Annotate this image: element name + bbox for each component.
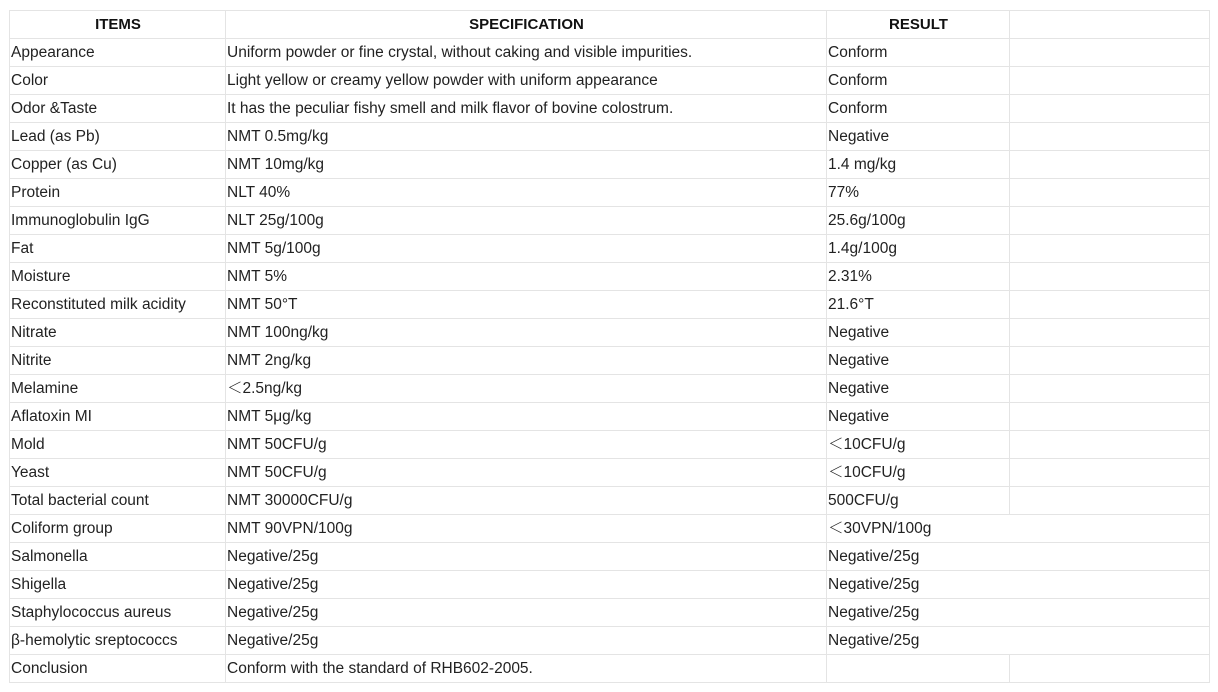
empty-cell [1010, 655, 1210, 683]
specification-cell: Negative/25g [226, 571, 827, 599]
item-cell: Coliform group [10, 515, 226, 543]
specification-cell: NMT 50°T [226, 291, 827, 319]
result-cell [827, 655, 1010, 683]
specification-cell: NMT 10mg/kg [226, 151, 827, 179]
result-cell: ＜10CFU/g [827, 459, 1010, 487]
result-cell: Negative [827, 375, 1010, 403]
empty-cell [1010, 207, 1210, 235]
item-cell: Moisture [10, 263, 226, 291]
empty-cell [1010, 347, 1210, 375]
item-cell: Nitrite [10, 347, 226, 375]
specification-cell: It has the peculiar fishy smell and milk flavor of bovine colostrum. [226, 95, 827, 123]
item-cell: Salmonella [10, 543, 226, 571]
specification-cell: NMT 5% [226, 263, 827, 291]
table-body [10, 39, 1210, 683]
empty-cell [1010, 151, 1210, 179]
empty-cell [1010, 179, 1210, 207]
result-cell: Negative/25g [827, 543, 1210, 571]
table-row [10, 375, 1210, 403]
empty-cell [1010, 95, 1210, 123]
result-cell: 2.31% [827, 263, 1010, 291]
item-cell: Total bacterial count [10, 487, 226, 515]
item-cell: Staphylococcus aureus [10, 599, 226, 627]
empty-cell [1010, 487, 1210, 515]
header-specification: SPECIFICATION [226, 11, 827, 39]
specification-cell: Uniform powder or fine crystal, without caking and visible impurities. [226, 39, 827, 67]
specification-cell: Light yellow or creamy yellow powder with uniform appearance [226, 67, 827, 95]
result-cell: Negative [827, 123, 1010, 151]
item-cell: Reconstituted milk acidity [10, 291, 226, 319]
table-row [10, 627, 1210, 655]
result-cell: Conform [827, 95, 1010, 123]
result-cell: Negative/25g [827, 599, 1210, 627]
table-row [10, 291, 1210, 319]
specification-cell: Negative/25g [226, 599, 827, 627]
item-cell: Odor &Taste [10, 95, 226, 123]
result-cell: 25.6g/100g [827, 207, 1010, 235]
result-cell: Negative [827, 319, 1010, 347]
empty-cell [1010, 319, 1210, 347]
table-row [10, 543, 1210, 571]
result-cell: 21.6°T [827, 291, 1010, 319]
item-cell: β-hemolytic sreptococcs [10, 627, 226, 655]
result-cell: ＜10CFU/g [827, 431, 1010, 459]
result-cell: 1.4g/100g [827, 235, 1010, 263]
specification-cell: NMT 5g/100g [226, 235, 827, 263]
header-result: RESULT [827, 11, 1010, 39]
empty-cell [1010, 263, 1210, 291]
specification-table [9, 10, 1210, 683]
result-cell: Negative [827, 347, 1010, 375]
empty-cell [1010, 39, 1210, 67]
result-cell: Conform [827, 67, 1010, 95]
empty-cell [1010, 67, 1210, 95]
table-row [10, 655, 1210, 683]
item-cell: Yeast [10, 459, 226, 487]
table-row [10, 515, 1210, 543]
result-cell: ＜30VPN/100g [827, 515, 1210, 543]
specification-cell: NLT 25g/100g [226, 207, 827, 235]
specification-cell: NLT 40% [226, 179, 827, 207]
table-row [10, 571, 1210, 599]
specification-cell: Negative/25g [226, 543, 827, 571]
table-row [10, 431, 1210, 459]
result-cell: 77% [827, 179, 1010, 207]
empty-cell [1010, 291, 1210, 319]
item-cell: Conclusion [10, 655, 226, 683]
table-row [10, 179, 1210, 207]
table-row [10, 487, 1210, 515]
item-cell: Immunoglobulin IgG [10, 207, 226, 235]
specification-cell: NMT 50CFU/g [226, 431, 827, 459]
table-row [10, 151, 1210, 179]
specification-cell: Negative/25g [226, 627, 827, 655]
item-cell: Nitrate [10, 319, 226, 347]
table-row [10, 207, 1210, 235]
item-cell: Appearance [10, 39, 226, 67]
table-row [10, 403, 1210, 431]
item-cell: Mold [10, 431, 226, 459]
result-cell: Negative/25g [827, 627, 1210, 655]
header-items: ITEMS [10, 11, 226, 39]
table-row [10, 599, 1210, 627]
item-cell: Shigella [10, 571, 226, 599]
specification-sheet [9, 10, 1209, 683]
empty-cell [1010, 431, 1210, 459]
table-row [10, 347, 1210, 375]
empty-cell [1010, 403, 1210, 431]
result-cell: 500CFU/g [827, 487, 1010, 515]
item-cell: Copper (as Cu) [10, 151, 226, 179]
empty-cell [1010, 459, 1210, 487]
table-row [10, 319, 1210, 347]
table-row [10, 39, 1210, 67]
specification-cell: NMT 5μg/kg [226, 403, 827, 431]
item-cell: Lead (as Pb) [10, 123, 226, 151]
specification-cell: NMT 2ng/kg [226, 347, 827, 375]
specification-cell: NMT 30000CFU/g [226, 487, 827, 515]
specification-cell: Conform with the standard of RHB602-2005. [226, 655, 827, 683]
item-cell: Color [10, 67, 226, 95]
specification-cell: ＜2.5ng/kg [226, 375, 827, 403]
specification-cell: NMT 0.5mg/kg [226, 123, 827, 151]
item-cell: Fat [10, 235, 226, 263]
table-row [10, 67, 1210, 95]
result-cell: 1.4 mg/kg [827, 151, 1010, 179]
table-row [10, 123, 1210, 151]
item-cell: Melamine [10, 375, 226, 403]
specification-cell: NMT 90VPN/100g [226, 515, 827, 543]
table-row [10, 235, 1210, 263]
table-row [10, 95, 1210, 123]
specification-cell: NMT 50CFU/g [226, 459, 827, 487]
empty-cell [1010, 123, 1210, 151]
result-cell: Conform [827, 39, 1010, 67]
specification-cell: NMT 100ng/kg [226, 319, 827, 347]
table-row [10, 459, 1210, 487]
item-cell: Aflatoxin MI [10, 403, 226, 431]
empty-cell [1010, 375, 1210, 403]
header-row [10, 11, 1210, 39]
result-cell: Negative/25g [827, 571, 1210, 599]
empty-cell [1010, 235, 1210, 263]
header-empty-cell [1010, 11, 1210, 39]
result-cell: Negative [827, 403, 1010, 431]
item-cell: Protein [10, 179, 226, 207]
table-row [10, 263, 1210, 291]
